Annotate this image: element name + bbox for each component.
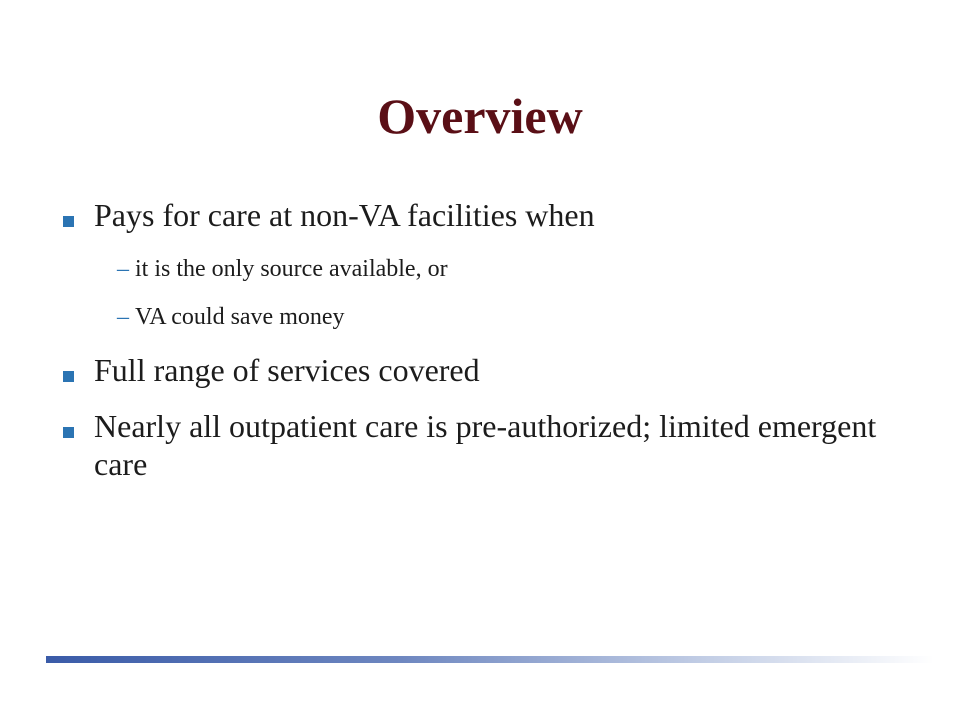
sub-bullet-item: [62, 255, 922, 283]
footer-gradient-bar: [46, 656, 934, 663]
bullet-text: Nearly all outpatient care is pre-authorized; limited emergent care: [94, 408, 877, 482]
sub-bullet-text: VA could save money: [135, 304, 345, 330]
square-bullet-icon: [63, 216, 74, 227]
bullet-list: [62, 196, 922, 483]
bullet-text: Pays for care at non-VA facilities when: [94, 197, 595, 233]
slide-title: Overview: [377, 88, 583, 144]
bullet-text: Full range of services covered: [94, 352, 480, 388]
sub-bullet-text: it is the only source available, or: [135, 256, 448, 282]
dash-bullet-icon: –: [117, 304, 129, 330]
sub-bullet-item: [62, 303, 922, 331]
dash-bullet-icon: –: [117, 256, 129, 282]
bullet-item: [62, 196, 922, 234]
bullet-item: [62, 351, 922, 389]
bullet-item: [62, 407, 922, 483]
square-bullet-icon: [63, 427, 74, 438]
square-bullet-icon: [63, 371, 74, 382]
